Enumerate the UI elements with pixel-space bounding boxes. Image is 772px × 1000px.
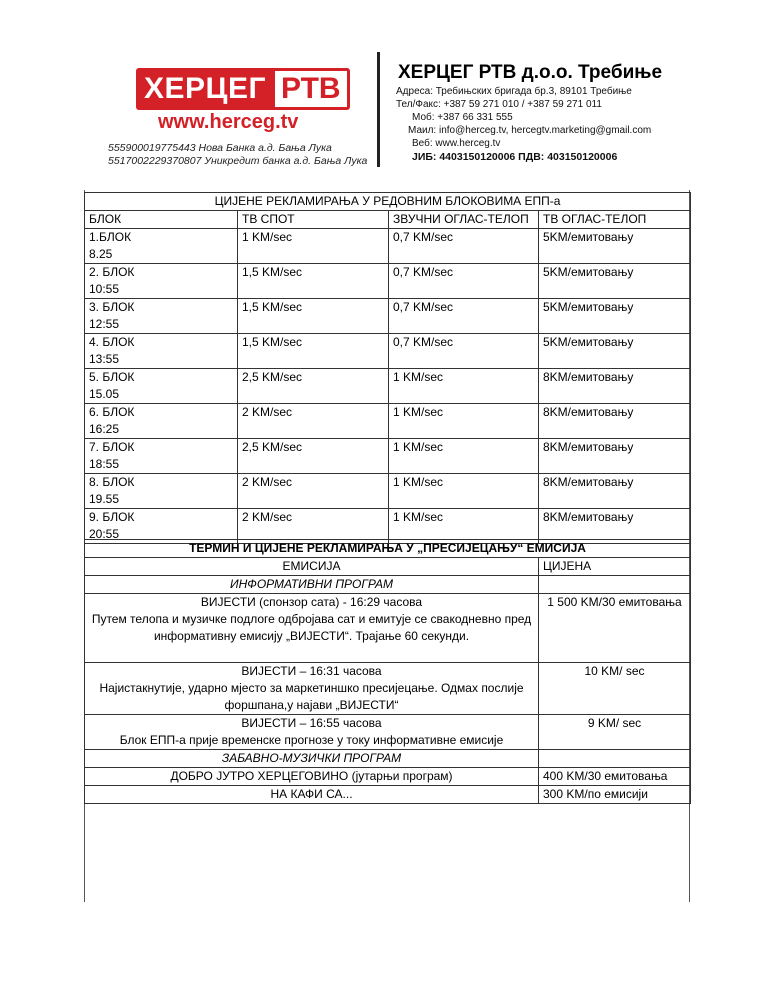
tv-telop-price: 8KM/емитовању <box>539 404 691 439</box>
tv-telop-price: 5KM/емитовању <box>539 334 691 369</box>
audio-telop-price: 1 KM/sec <box>389 439 539 474</box>
shows-price-table <box>84 539 691 804</box>
show2-price: 300 KM/по емисији <box>539 786 691 804</box>
tv-telop-price: 8KM/емитовању <box>539 509 691 544</box>
tv-spot-price: 2 KM/sec <box>238 404 389 439</box>
block-cell <box>85 229 238 264</box>
table-row <box>85 299 691 334</box>
logo-text-herceg: ХЕРЦЕГ <box>136 68 272 110</box>
block-cell <box>85 439 238 474</box>
news3-description: Блок ЕПП-а прије временске прогнозе у току информативне емисије <box>119 733 504 747</box>
shows-table-title: ТЕРМИН И ЦИЈЕНЕ РЕКЛАМИРАЊА У „ПРЕСИЈЕЦАЊУ“ ЕМИСИЈА <box>85 540 691 558</box>
block-time: 10:55 <box>89 282 120 296</box>
section-info-program: ИНФОРМАТИВНИ ПРОГРАМ <box>85 576 539 594</box>
block-time: 13:55 <box>89 352 120 366</box>
news2-title: ВИЈЕСТИ – 16:31 часова <box>241 664 382 678</box>
table-row <box>85 369 691 404</box>
block-name: 4. БЛОК <box>89 335 135 349</box>
tv-spot-price: 2 KM/sec <box>238 474 389 509</box>
table-row <box>85 663 691 715</box>
block-name: 9. БЛОК <box>89 510 135 524</box>
table-row <box>85 439 691 474</box>
blocks-price-table <box>84 192 691 544</box>
tv-spot-price: 1,5 KM/sec <box>238 334 389 369</box>
company-name: ХЕРЦЕГ РТВ д.о.о. Требиње <box>398 62 663 83</box>
block-time: 12:55 <box>89 317 120 331</box>
column-header-tv-spot: ТВ СПОТ <box>238 211 389 229</box>
bank-account-1: 555900019775443 Нова Банка а.д. Бања Лука <box>108 142 332 154</box>
table-row <box>85 229 691 264</box>
tv-spot-price: 1,5 KM/sec <box>238 264 389 299</box>
news2-cell <box>85 663 539 715</box>
tv-spot-price: 2,5 KM/sec <box>238 369 389 404</box>
block-name: 3. БЛОК <box>89 300 135 314</box>
company-email: Маил: info@herceg.tv, hercegtv.marketing@gmail.com <box>408 125 652 136</box>
block-cell <box>85 299 238 334</box>
news2-description: Најистакнутије, ударно мјесто за маркетиншко пресијецање. Одмах послије форшпана,у најави „ВИЈЕСТИ“ <box>99 681 524 712</box>
column-header-tv-telop: ТВ ОГЛАС-ТЕЛОП <box>539 211 691 229</box>
table-row <box>85 264 691 299</box>
table-row <box>85 334 691 369</box>
column-header-show: ЕМИСИЈА <box>85 558 539 576</box>
block-cell <box>85 369 238 404</box>
block-time: 20:55 <box>89 527 120 541</box>
section-entertainment-program: ЗАБАВНО-МУЗИЧКИ ПРОГРАМ <box>85 750 539 768</box>
audio-telop-price: 1 KM/sec <box>389 369 539 404</box>
block-time: 16:25 <box>89 422 120 436</box>
block-name: 5. БЛОК <box>89 370 135 384</box>
audio-telop-price: 0,7 KM/sec <box>389 334 539 369</box>
block-cell <box>85 474 238 509</box>
tv-telop-price: 8KM/емитовању <box>539 439 691 474</box>
block-name: 1.БЛОК <box>89 230 132 244</box>
empty-cell <box>539 576 691 594</box>
company-web: Веб: www.herceg.tv <box>412 138 501 149</box>
block-name: 7. БЛОК <box>89 440 135 454</box>
audio-telop-price: 0,7 KM/sec <box>389 264 539 299</box>
logo-text-rtv: РТВ <box>272 68 350 110</box>
tv-spot-price: 2,5 KM/sec <box>238 439 389 474</box>
block-time: 18:55 <box>89 457 120 471</box>
tv-telop-price: 5KM/емитовању <box>539 264 691 299</box>
news1-price: 1 500 KM/30 емитовања <box>539 594 691 663</box>
tv-telop-price: 8KM/емитовању <box>539 369 691 404</box>
logo-website: www.herceg.tv <box>158 111 299 133</box>
show1-name: ДОБРО ЈУТРО ХЕРЦЕГОВИНО (јутарњи програм) <box>85 768 539 786</box>
audio-telop-price: 0,7 KM/sec <box>389 229 539 264</box>
news3-title: ВИЈЕСТИ – 16:55 часова <box>241 716 382 730</box>
tv-spot-price: 2 KM/sec <box>238 509 389 544</box>
table-row <box>85 768 691 786</box>
column-header-audio-telop: ЗВУЧНИ ОГЛАС-ТЕЛОП <box>389 211 539 229</box>
block-cell <box>85 334 238 369</box>
company-tax-ids: ЈИБ: 4403150120006 ПДВ: 403150120006 <box>412 151 618 163</box>
news1-description: Путем телопа и музичке подлоге одбројава сат и емитује се свакодневно пред информативну емисију „ВИЈЕСТИ“. Трајање 60 секунди. <box>91 612 532 643</box>
audio-telop-price: 0,7 KM/sec <box>389 299 539 334</box>
blocks-table-title: ЦИЈЕНЕ РЕКЛАМИРАЊА У РЕДОВНИМ БЛОКОВИМА ЕПП-а <box>85 193 691 211</box>
block-name: 6. БЛОК <box>89 405 135 419</box>
news1-cell <box>85 594 539 663</box>
show2-name: НА КАФИ СА... <box>85 786 539 804</box>
column-header-price: ЦИЈЕНА <box>539 558 691 576</box>
company-address: Адреса: Требињских бригада бр.3, 89101 Требиње <box>396 86 632 97</box>
company-telfax: Тел/Факс: +387 59 271 010 / +387 59 271 011 <box>396 99 602 110</box>
block-time: 15.05 <box>89 387 120 401</box>
news2-price: 10 KM/ sec <box>539 663 691 715</box>
tv-spot-price: 1,5 KM/sec <box>238 299 389 334</box>
bank-account-2: 5517002229370807 Уникредит банка а.д. Бања Лука <box>108 155 368 167</box>
tv-telop-price: 5KM/емитовању <box>539 229 691 264</box>
header-divider <box>377 52 380 167</box>
company-logo <box>136 68 350 110</box>
table-row <box>85 786 691 804</box>
block-time: 19.55 <box>89 492 120 506</box>
table-row <box>85 404 691 439</box>
tv-telop-price: 8KM/емитовању <box>539 474 691 509</box>
audio-telop-price: 1 KM/sec <box>389 474 539 509</box>
block-cell <box>85 404 238 439</box>
table-row <box>85 474 691 509</box>
company-mobile: Моб: +387 66 331 555 <box>412 112 513 123</box>
news1-title: ВИЈЕСТИ (спонзор сата) - 16:29 часова <box>200 595 423 609</box>
audio-telop-price: 1 KM/sec <box>389 404 539 439</box>
table-row <box>85 715 691 750</box>
news3-price: 9 KM/ sec <box>539 715 691 750</box>
news3-cell <box>85 715 539 750</box>
block-time: 8.25 <box>89 247 113 261</box>
table-row <box>85 594 691 663</box>
empty-cell <box>539 750 691 768</box>
audio-telop-price: 1 KM/sec <box>389 509 539 544</box>
block-cell <box>85 264 238 299</box>
tv-spot-price: 1 KM/sec <box>238 229 389 264</box>
show1-price: 400 KM/30 емитовања <box>539 768 691 786</box>
column-header-block: БЛОК <box>85 211 238 229</box>
tv-telop-price: 5KM/емитовању <box>539 299 691 334</box>
block-name: 2. БЛОК <box>89 265 135 279</box>
block-name: 8. БЛОК <box>89 475 135 489</box>
